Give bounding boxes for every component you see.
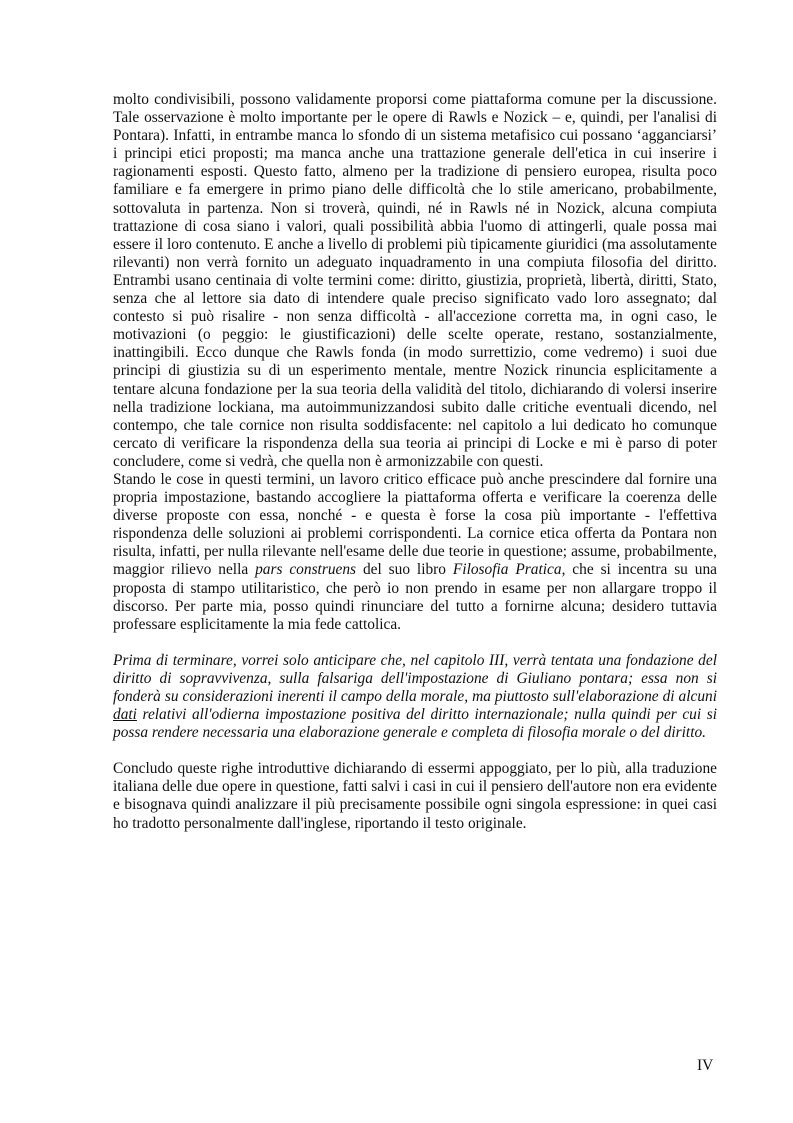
paragraph-4: Concludo queste righe introduttive dichiarando di essermi appoggiato, per lo più, alla traduzione italiana delle due opere in questione, fatti salvi i casi in cui il pensiero dell'autore non era evidente e bisognava quindi analizzare il più precisamente possibile ogni singola espressione: in quei casi ho tradotto personalmente dall'inglese, riportando il testo originale. [113,760,717,832]
paragraph-3-text-a: Prima di terminare, vorrei solo anticipare che, nel capitolo III, verrà tentata una fondazione del diritto di sopravvivenza, sulla falsariga dell'impostazione di Giuliano pontara; essa non si fonderà su considerazioni inerenti il campo della morale, ma piuttosto sull'elaborazione di alcuni [113,651,717,705]
page-number: IV [697,1057,714,1074]
paragraph-2 [113,471,717,634]
document-page [113,91,717,833]
paragraph-2-text-c: , che si incentra su una proposta di stampo utilitaristico, che però io non prendo in esame per non allargare troppo il discorso. Per parte mia, posso quindi rinunciare del tutto a fornirne alcuna; desidero tuttavia professare esplicitamente la mia fede cattolica. [113,561,718,633]
paragraph-2-emphasis-pars-construens: pars construens [255,561,357,579]
paragraph-2-emphasis-book-title: Filosofia Pratica [452,561,562,579]
paragraph-2-text-b: del suo libro [356,561,453,579]
paragraph-2-text-a: Stando le cose in questi termini, un lavoro critico efficace può anche prescindere dal fornire una propria impostazione, bastando accogliere la piattaforma offerta e verificare la coerenza delle diverse proposte con essa, nonché - e questa è forse la cosa più importante - l'effettiva rispondenza delle soluzioni ai problemi corrispondenti. La cornice etica offerta da Pontara non risulta, infatti, per nulla rilevante nell'esame delle due teorie in questione; assume, probabilmente, maggior rilievo nella [113,470,717,579]
paragraph-3-underlined-word: dati [113,706,137,724]
paragraph-3-italic [113,652,717,742]
paragraph-3-text-b: relativi all'odierna impostazione positiva del diritto internazionale; nulla quindi per cui si possa rendere necessaria una elaborazione generale e completa di filosofia morale o del diritto. [113,706,717,742]
paragraph-1: molto condivisibili, possono validamente proporsi come piattaforma comune per la discussione. Tale osservazione è molto importante per le opere di Rawls e Nozick – e, quindi, per l'analisi di Pontara). Infatti, in entrambe manca lo sfondo di un sistema metafisico cui possano ‘agganciarsi’ i principi etici proposti; ma manca anche una trattazione generale dell'etica in cui inserire i ragionamenti esposti. Questo fatto, almeno per la tradizione di pensiero europea, risulta poco familiare e fa emergere in primo piano delle difficoltà che lo stile americano, probabilmente, sottovaluta in partenza. Non si troverà, quindi, né in Rawls né in Nozick, alcuna compiuta trattazione di cosa siano i valori, quali possibilità abbia l'uomo di attingerli, quale possa mai essere il loro contenuto. E anche a livello di problemi più tipicamente giuridici (ma assolutamente rilevanti) non verrà fornito un adeguato inquadramento in una compiuta filosofia del diritto. Entrambi usano centinaia di volte termini come: diritto, giustizia, proprietà, libertà, diritti, Stato, senza che al lettore sia dato di intendere quale preciso significato vado loro assegnato; dal contesto si può risalire - non senza difficoltà - all'accezione corretta ma, in ogni caso, le motivazioni (o peggio: le giustificazioni) delle scelte operate, restano, sostanzialmente, inattingibili. Ecco dunque che Rawls fonda (in modo surrettizio, come vedremo) i suoi due principi di giustizia su di un esperimento mentale, mentre Nozick rinuncia esplicitamente a tentare alcuna fondazione per la sua teoria della validità del titolo, dichiarando di volersi inserire nella tradizione lockiana, ma autoimmunizzandosi subito dalle critiche eventuali dicendo, nel contempo, che tale cornice non risulta soddisfacente: nel capitolo a lui dedicato ho comunque cercato di verificare la rispondenza della sua teoria ai principi di Locke e mi è parso di poter concludere, come si vedrà, che quella non è armonizzabile con questi. [113,91,717,470]
